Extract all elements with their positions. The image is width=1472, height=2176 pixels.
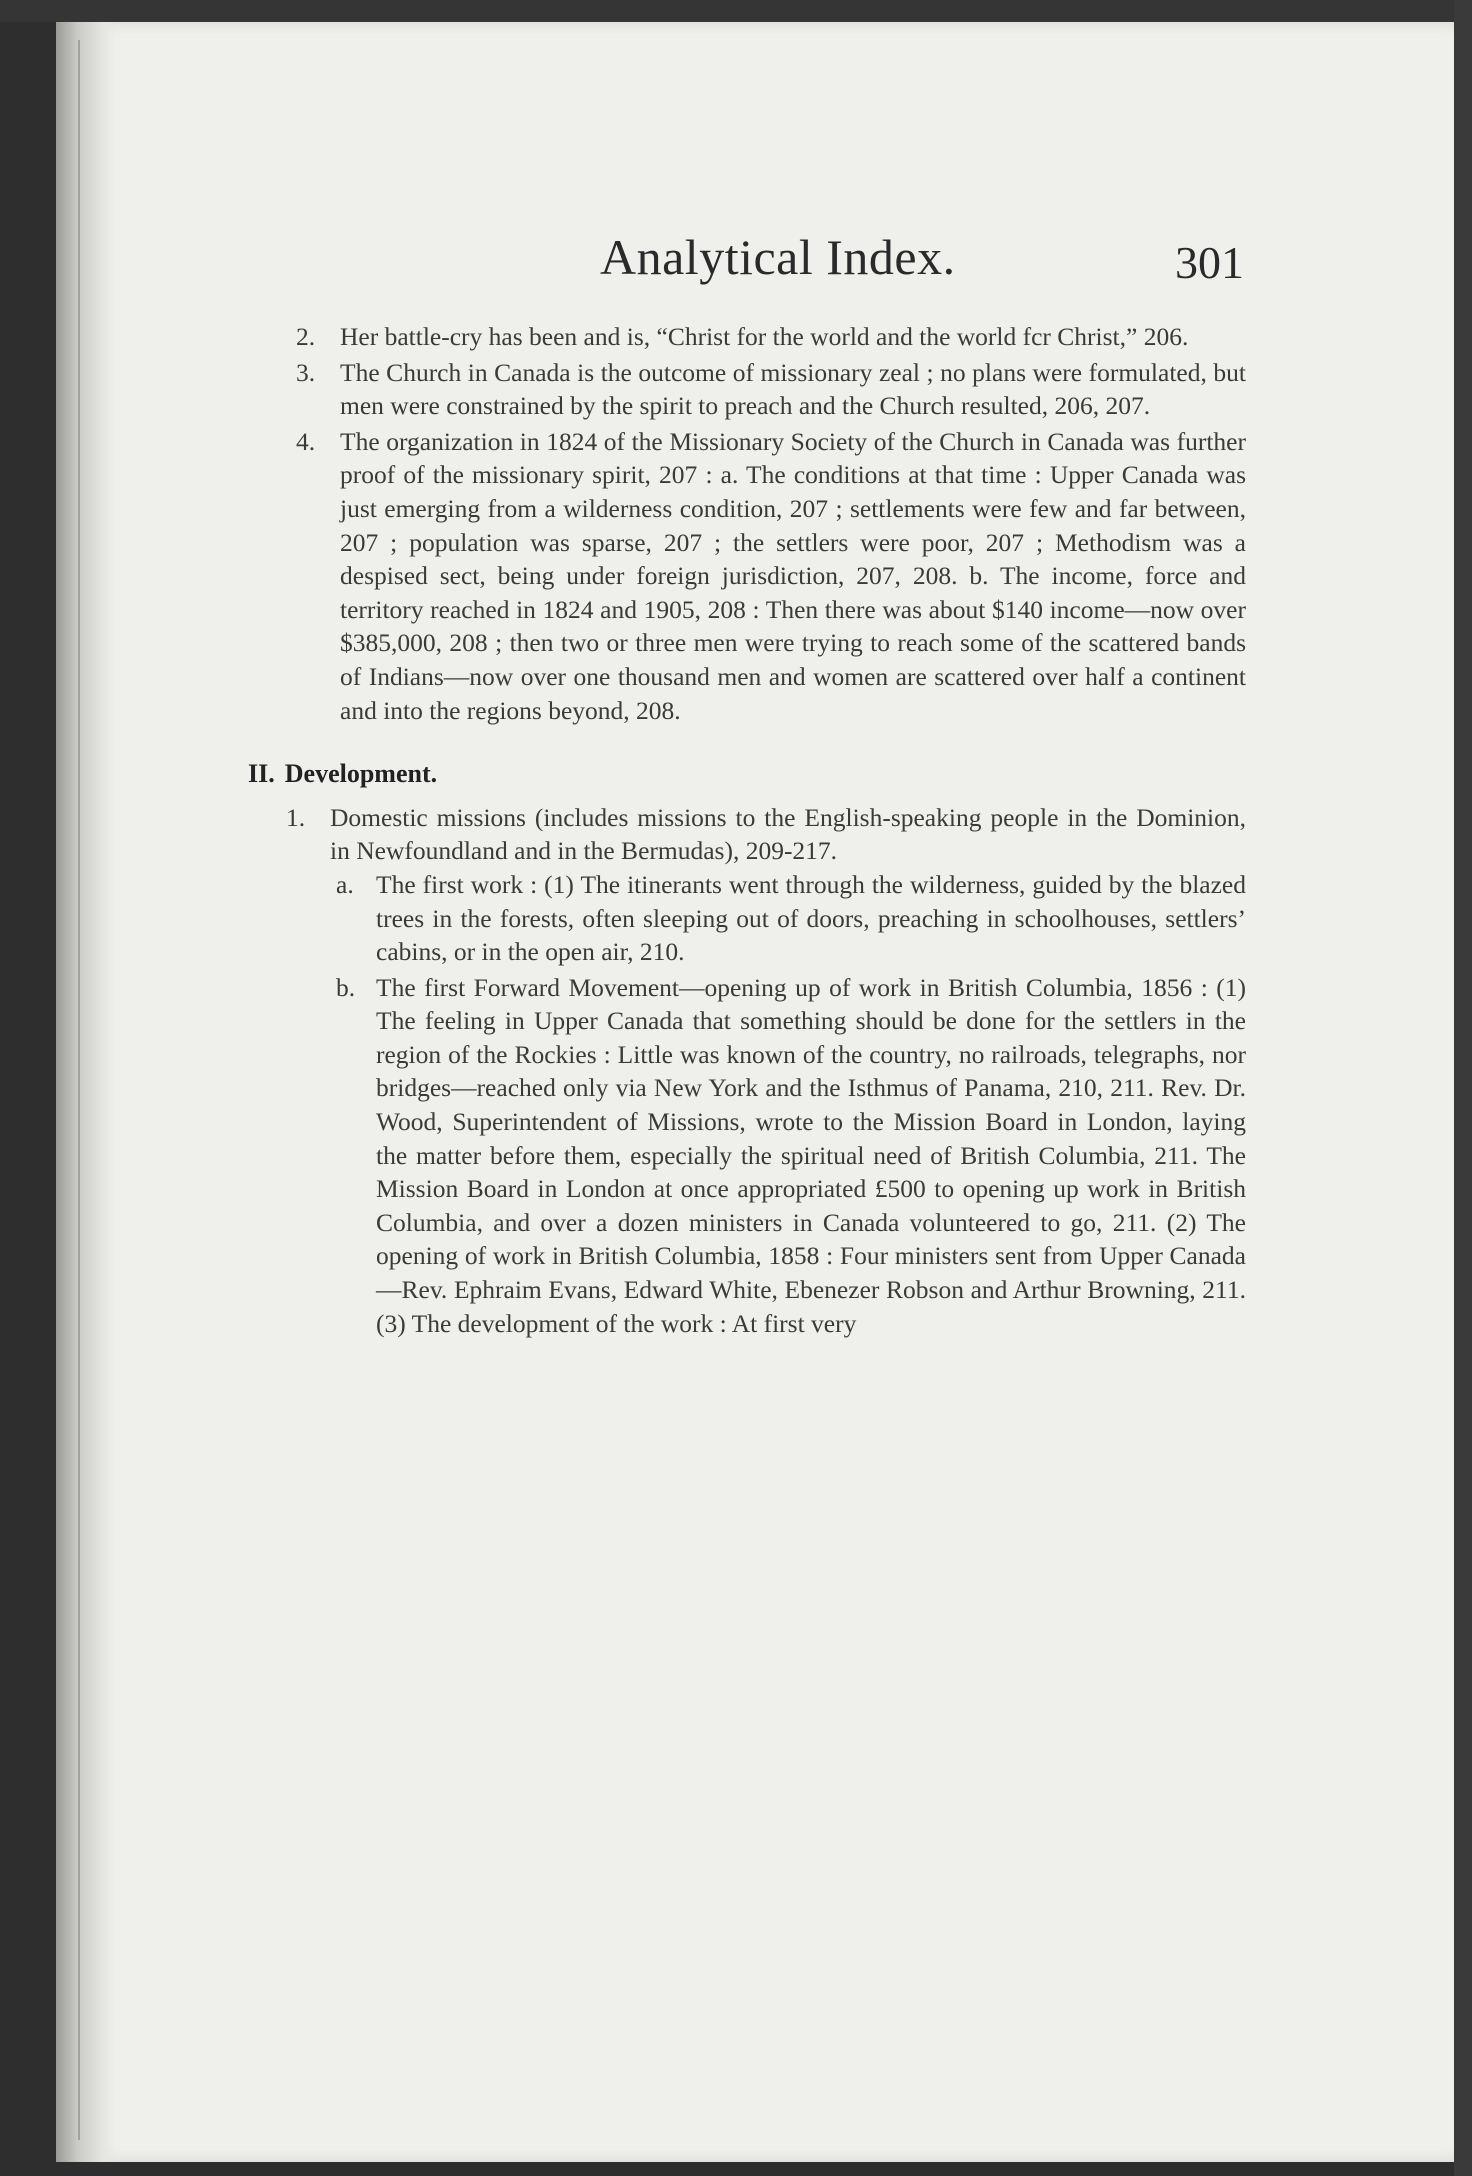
scan-top-border (0, 0, 1472, 22)
scan-right-border (1454, 0, 1472, 2176)
entry-text: The Church in Canada is the outcome of missionary zeal ; no plans were formulated, but men were constrained by the spirit to preach and the Church resulted, 206, 207. (340, 357, 1246, 421)
index-entry (296, 320, 1246, 354)
index-entry (296, 425, 1246, 727)
running-title: Analytical Index. (600, 229, 956, 285)
entry-text: Her battle-cry has been and is, “Christ for the world and the world fcr Christ,” 206. (340, 322, 1189, 351)
page-number: 301 (1175, 237, 1244, 288)
entry-text: Domestic missions (includes missions to the English-speaking people in the Dominion, in Newfoundland and in the Bermudas), 209-217. (330, 802, 1246, 866)
subentry-letter: b. (336, 972, 356, 1002)
index-entry (296, 356, 1246, 423)
index-subentry (336, 868, 1246, 969)
section-numeral: II. (248, 759, 275, 789)
section-heading (248, 757, 1246, 791)
index-text-block (248, 320, 1246, 1340)
entry-number: 3. (296, 357, 316, 387)
page-gutter-shadow (56, 22, 116, 2162)
entry-number: 4. (296, 426, 316, 456)
entry-number: 1. (286, 802, 306, 832)
entry-number: 2. (296, 322, 316, 351)
subentry-letter: a. (336, 869, 354, 899)
entry-text: The organization in 1824 of the Missionary Society of the Church in Canada was further proof of the missionary spirit, 207 : a. The conditions at that time : Upper Canada was just emerging from a wilderness condition, 207 ; settlements were few and far between, 207 ; population was sparse, 207 ; the settlers were poor, 207 ; Methodism was a despised sect, being under foreign jurisdiction, 207, 208. b. The income, force and territory reached in 1824 and 1905, 208 : Then there was about $140 income—now over $385,000, 208 ; then two or three men were trying to reach some of the scattered bands of Indians—now over one thousand men and women are scattered over half a continent and into the regions beyond, 208. (340, 426, 1246, 725)
subentry-text: The first Forward Movement—opening up of work in British Columbia, 1856 : (1) The feeling in Upper Canada that something should be done for the settlers in the region of the Rockies : Little was known of the country, no railroads, telegraphs, nor bridges—reached only via New York and the Isthmus of Panama, 210, 211. Rev. Dr. Wood, Superintendent of Missions, wrote to the Mission Board in London, laying the matter before them, especially the spiritual need of British Columbia, 211. The Mission Board in London at once appropriated £500 to opening up work in British Columbia, and over a dozen ministers in Canada volunteered to go, 211. (2) The opening of work in British Columbia, 1858 : Four ministers sent from Upper Canada—Rev. Ephraim Evans, Edward White, Ebenezer Robson and Arthur Browning, 211. (3) The development of the work : At first very (376, 972, 1246, 1338)
section-title: Development. (284, 759, 438, 789)
running-header (300, 228, 1260, 308)
index-entry (286, 801, 1246, 868)
index-subentry (336, 971, 1246, 1341)
subentry-text: The first work : (1) The itinerants went through the wilderness, guided by the blazed trees in the forests, often sleeping out of doors, preaching in schoolhouses, settlers’ cabins, or in the open air, 210. (376, 869, 1246, 967)
binding-line (78, 40, 80, 2140)
